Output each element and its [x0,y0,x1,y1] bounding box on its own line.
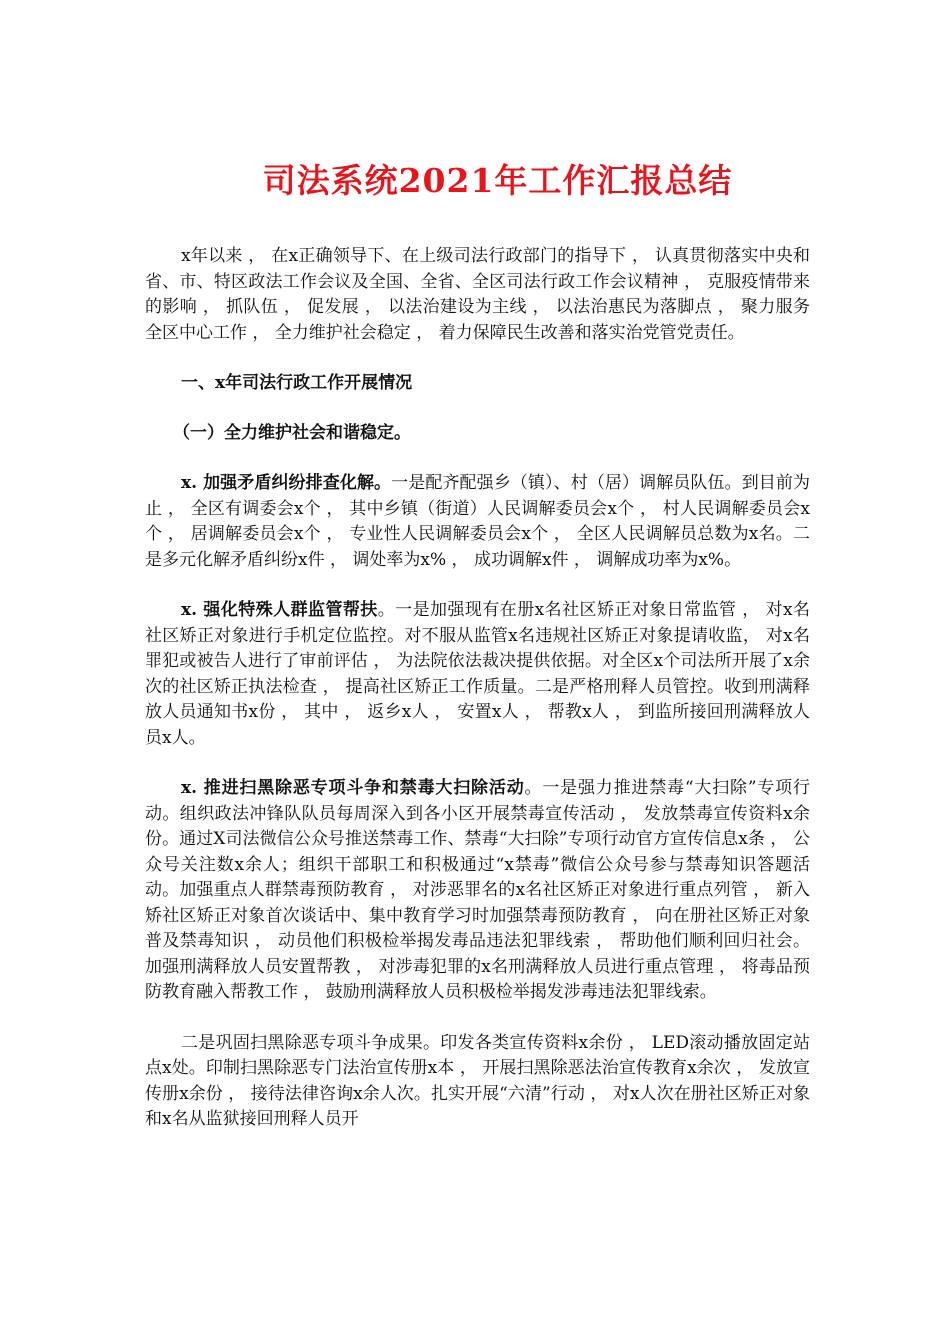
document-page [145,155,810,1158]
document-title: 司法系统2021年工作汇报总结 [262,161,733,200]
paragraph-body: 。一是加强现有在册x名社区矫正对象日常监管 ， 对x名社区矫正对象进行手机定位监控。对不服从监管x名违规社区矫正对象提请收监， 对x名罪犯或被告人进行了审前评估 ， 为法院依法裁决提供依据。对全区x个司法所开展了x余次的社区矫正执法检查 ， 提高社区矫正工作质量。二是严格刑释人员管控。收到刑满释放人员通知书x份 ， 其中 ， 返乡x人 ， 安置x人 ， 帮教x人 ， 到监所接回刑满释放人员x人。 [145,600,810,748]
paragraph-lead: x. 强化特殊人群监管帮扶 [181,600,378,620]
paragraph-body: 一是配齐配强乡（镇）、村（居）调解员队伍。到目前为止 ， 全区有调委会x个 ， 其中乡镇（街道）人民调解委员会x个 ， 村人民调解委员会x个 ， 居调解委员会x个 ， 专业性人民调解委员会x个 ， 全区人民调解员总数为x名。二是多元化解矛盾纠纷x件 ， 调处率为x% ， 成功调解x件 ， 调解成功率为x%。 [145,473,810,570]
paragraph-dispute-resolution [145,471,810,573]
paragraph-special-groups [145,598,810,751]
intro-paragraph: x年以来 ， 在x正确领导下、在上级司法行政部门的指导下 ， 认真贯彻落实中央和省、市、特区政法工作会议及全国、全省、全区司法行政工作会议精神 ， 克服疫情带来的影响 ， 抓队伍 ， 促发展 ， 以法治建设为主线 ， 以法治惠民为落脚点 ， 聚力服务全区中心工作 ， 全力维护社会稳定 ， 着力保障民生改善和落实治党管党责任。 [145,246,810,343]
paragraph-body: 。一是强力推进禁毒“大扫除”专项行动。组织政法冲锋队队员每周深入到各小区开展禁毒宣传活动 ， 发放禁毒宣传资料x余份。通过X司法微信公众号推送禁毒工作、禁毒“大扫除”专项行动官方宣传信息x条 ， 公众号关注数x余人；组织干部职工和积极通过“x禁毒”微信公众号参与禁毒知识答题活动。加强重点人群禁毒预防教育 ， 对涉恶罪名的x名社区矫正对象进行重点列管 ， 新入矫社区矫正对象首次谈话中、集中教育学习时加强禁毒预防教育 ， 向在册社区矫正对象普及禁毒知识 ， 动员他们积极检举揭发毒品违法犯罪线索 ， 帮助他们顺利回归社会。加强刑满释放人员安置帮教 ， 对涉毒犯罪的x名刑满释放人员进行重点管理 ， 将毒品预防教育融入帮教工作 ， 鼓励刑满释放人员积极检举揭发涉毒违法犯罪线索。 [145,778,810,1002]
paragraph-consolidation: 二是巩固扫黑除恶专项斗争成果。印发各类宣传资料x余份 ， LED滚动播放固定站点x处。印制扫黑除恶专门法治宣传册x本 ， 开展扫黑除恶法治宣传教育x余次 ， 发放宣传册x余份 ， 接待法律咨询x余人次。扎实开展“六清”行动 ， 对x人次在册社区矫正对象和x名从监狱接回刑释人员开 [145,1032,810,1129]
section-heading: 一、x年司法行政工作开展情况 [181,373,413,393]
subsection-heading: （一）全力维护社会和谐稳定。 [173,423,411,443]
paragraph-lead: x. 推进扫黑除恶专项斗争和禁毒大扫除活动 [181,778,525,798]
paragraph-lead: x. 加强矛盾纠纷排查化解。 [181,473,392,493]
paragraph-anti-crime-drug [145,776,810,1006]
